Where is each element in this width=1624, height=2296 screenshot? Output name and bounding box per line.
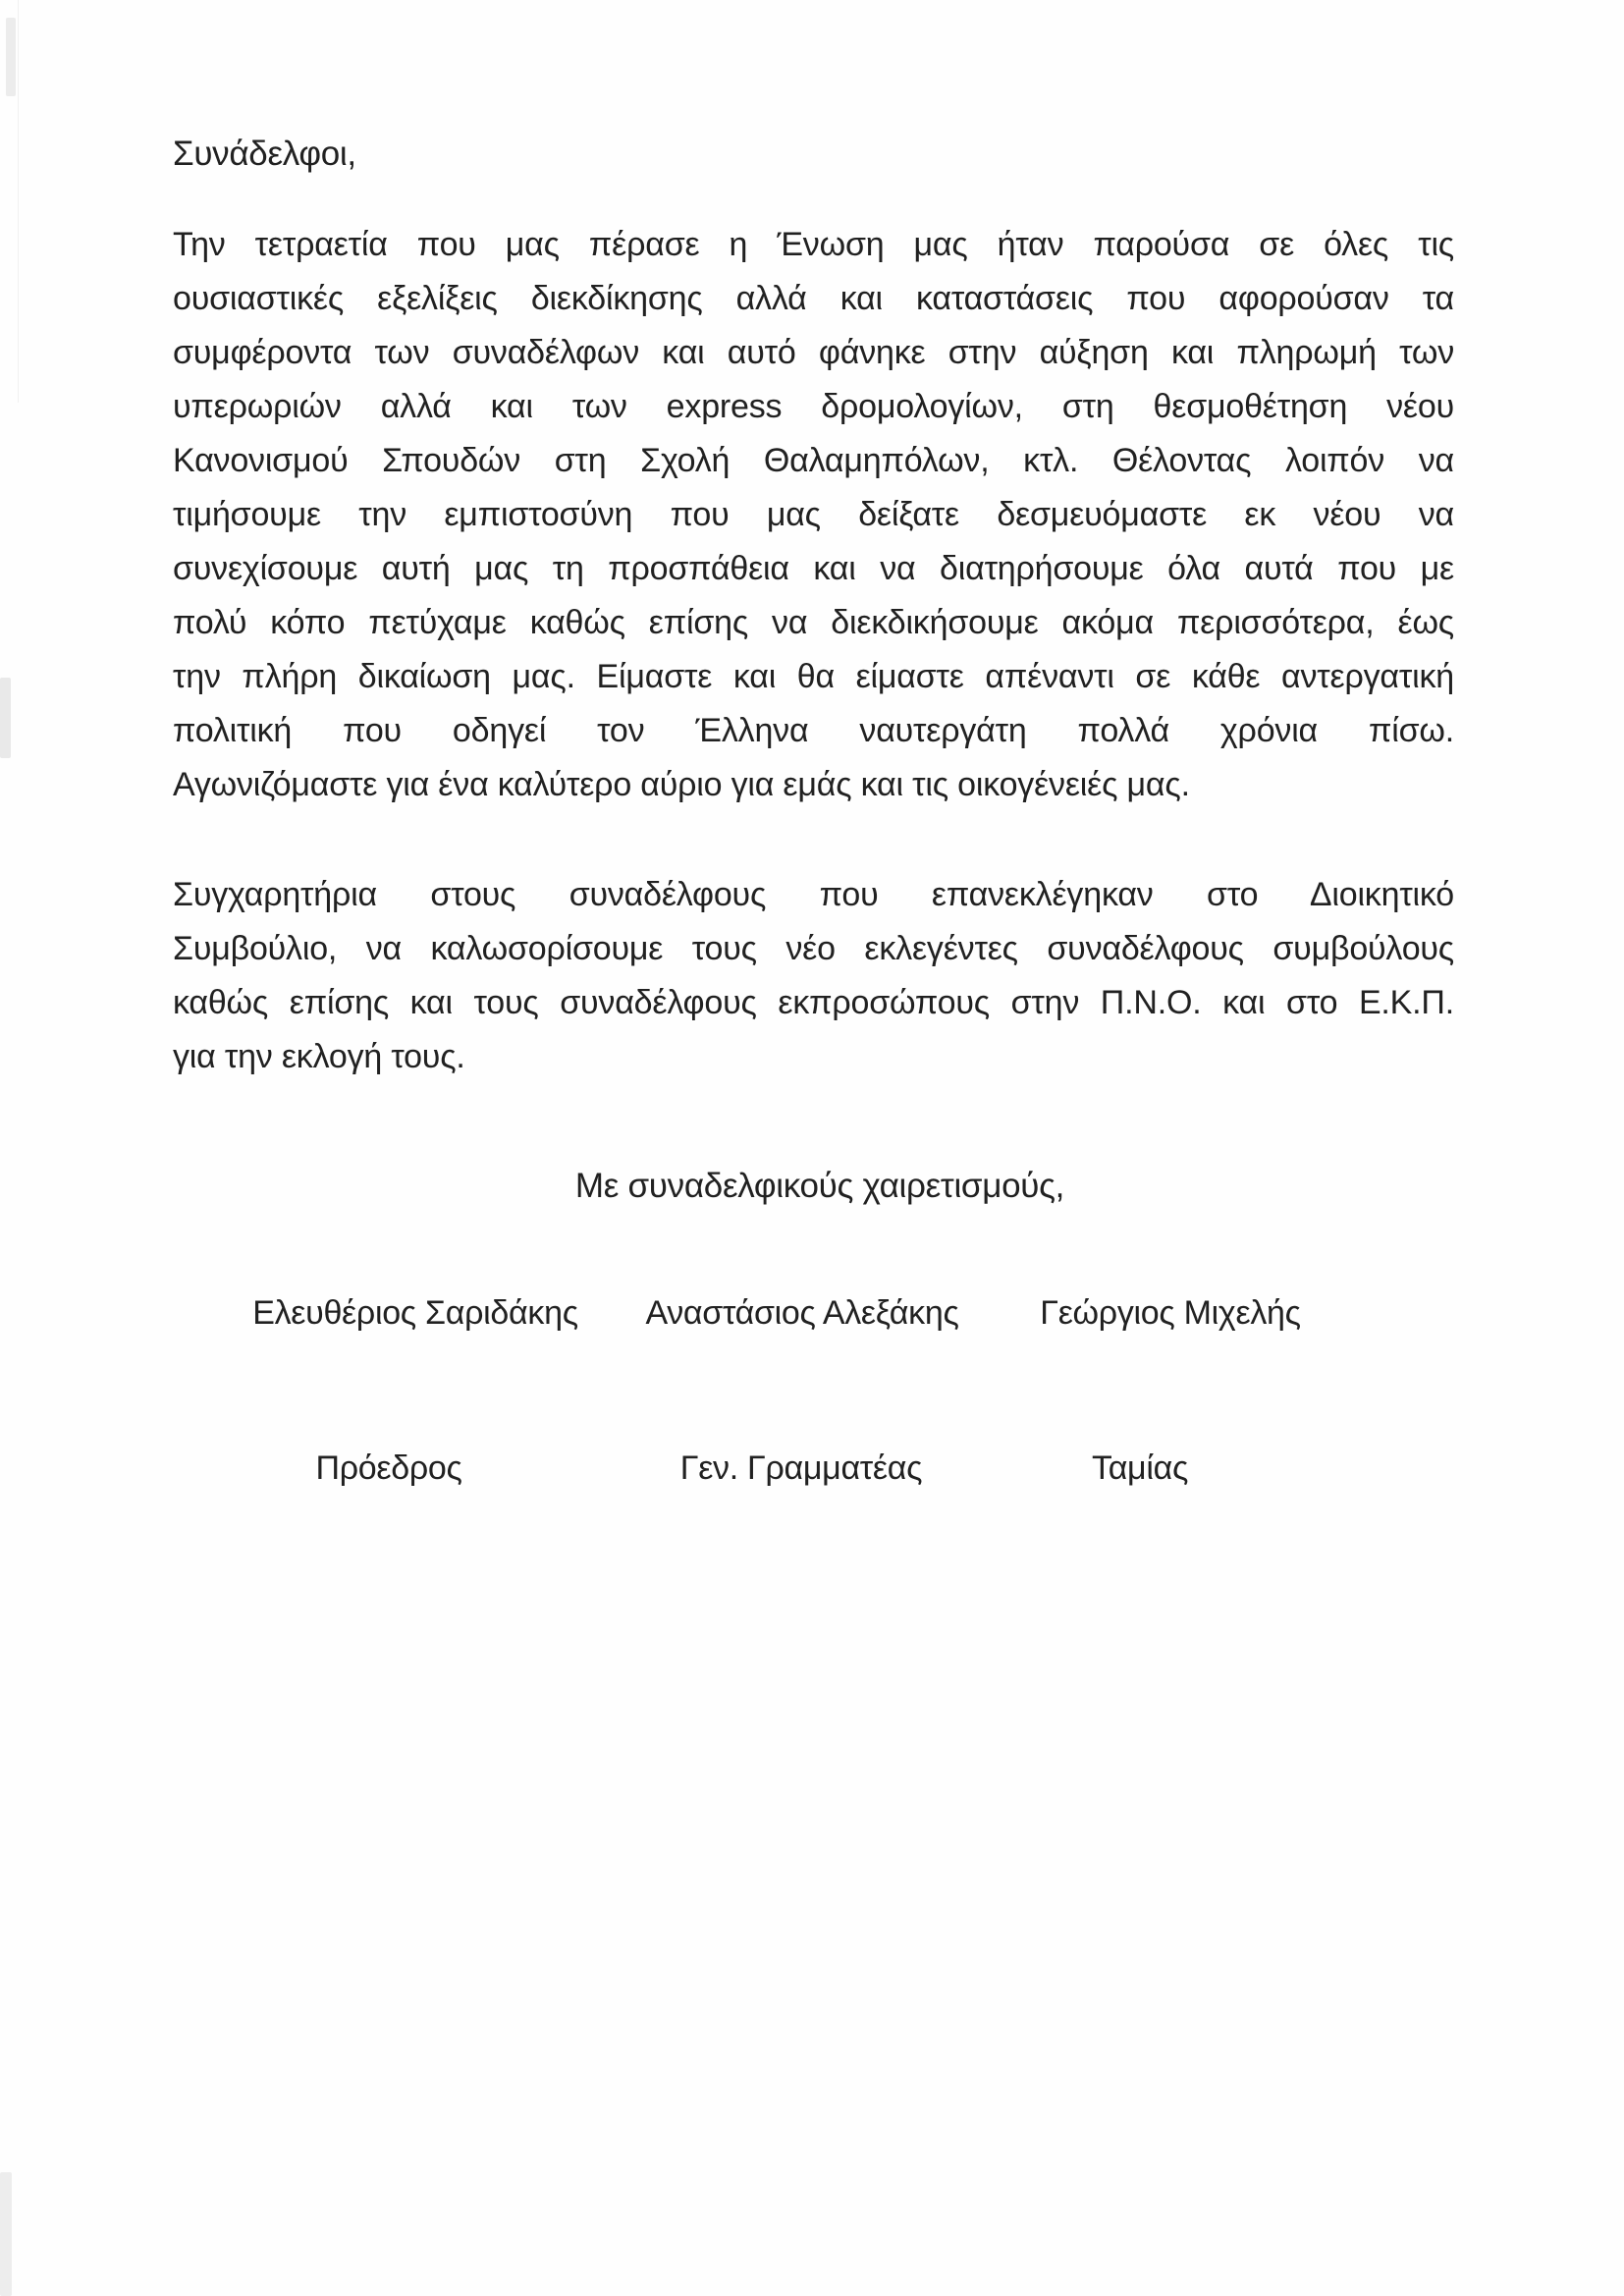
paragraph-line: για την εκλογή τους. [173, 1038, 465, 1075]
paragraph-congratulations [173, 868, 1454, 1084]
paragraph-line: Κανονισμού Σπουδών στη Σχολή Θαλαμηπόλων, κτλ. Θέλοντας λοιπόν να [173, 442, 1454, 479]
paragraph-line: πολύ κόπο πετύχαμε καθώς επίσης να διεκδικήσουμε ακόμα περισσότερα, έως [173, 604, 1454, 641]
scan-artifact [0, 2172, 12, 2296]
signatory-name: Ελευθέριος Σαριδάκης [252, 1294, 578, 1332]
signatory-title: Πρόεδρος [315, 1449, 462, 1487]
paragraph-line: Συμβούλιο, να καλωσορίσουμε τους νέο εκλεγέντες συναδέλφους συμβούλους [173, 930, 1454, 967]
paragraph-line: Αγωνιζόμαστε για ένα καλύτερο αύριο για εμάς και τις οικογένειές μας. [173, 766, 1190, 803]
signatory-name: Γεώργιος Μιχελής [1040, 1294, 1301, 1332]
salutation: Συνάδελφοι, [173, 135, 356, 173]
paragraph-line: Την τετραετία που μας πέρασε η Ένωση μας ήταν παρούσα σε όλες τις [173, 226, 1454, 263]
paragraph-line: ουσιαστικές εξελίξεις διεκδίκησης αλλά και καταστάσεις που αφορούσαν τα [173, 280, 1454, 317]
scan-artifact [0, 678, 11, 758]
paragraph-line: υπερωριών αλλά και των express δρομολογίων, στη θεσμοθέτηση νέου [173, 388, 1454, 425]
paragraph-main [173, 218, 1454, 812]
paragraph-line: συνεχίσουμε αυτή μας τη προσπάθεια και να διατηρήσουμε όλα αυτά που με [173, 550, 1454, 587]
paragraph-line: πολιτική που οδηγεί τον Έλληνα ναυτεργάτη πολλά χρόνια πίσω. [173, 712, 1454, 749]
paragraph-line: συμφέροντα των συναδέλφων και αυτό φάνηκε στην αύξηση και πληρωμή των [173, 334, 1454, 371]
paragraph-line: καθώς επίσης και τους συναδέλφους εκπροσώπους στην Π.Ν.Ο. και στο Ε.Κ.Π. [173, 984, 1454, 1021]
paragraph-line: τιμήσουμε την εμπιστοσύνη που μας δείξατε δεσμευόμαστε εκ νέου να [173, 496, 1454, 533]
signatory-title: Γεν. Γραμματέας [679, 1449, 923, 1487]
paragraph-line: την πλήρη δικαίωση μας. Είμαστε και θα είμαστε απέναντι σε κάθε αντεργατική [173, 658, 1454, 695]
signatory-name: Αναστάσιος Αλεξάκης [645, 1294, 959, 1332]
scan-artifact [6, 18, 16, 96]
paragraph-line: Συγχαρητήρια στους συναδέλφους που επανεκλέγηκαν στο Διοικητικό [173, 876, 1454, 913]
closing-salutation: Με συναδελφικούς χαιρετισμούς, [574, 1167, 1065, 1205]
signatory-title: Ταμίας [1091, 1449, 1189, 1487]
scan-edge-line [18, 0, 19, 403]
